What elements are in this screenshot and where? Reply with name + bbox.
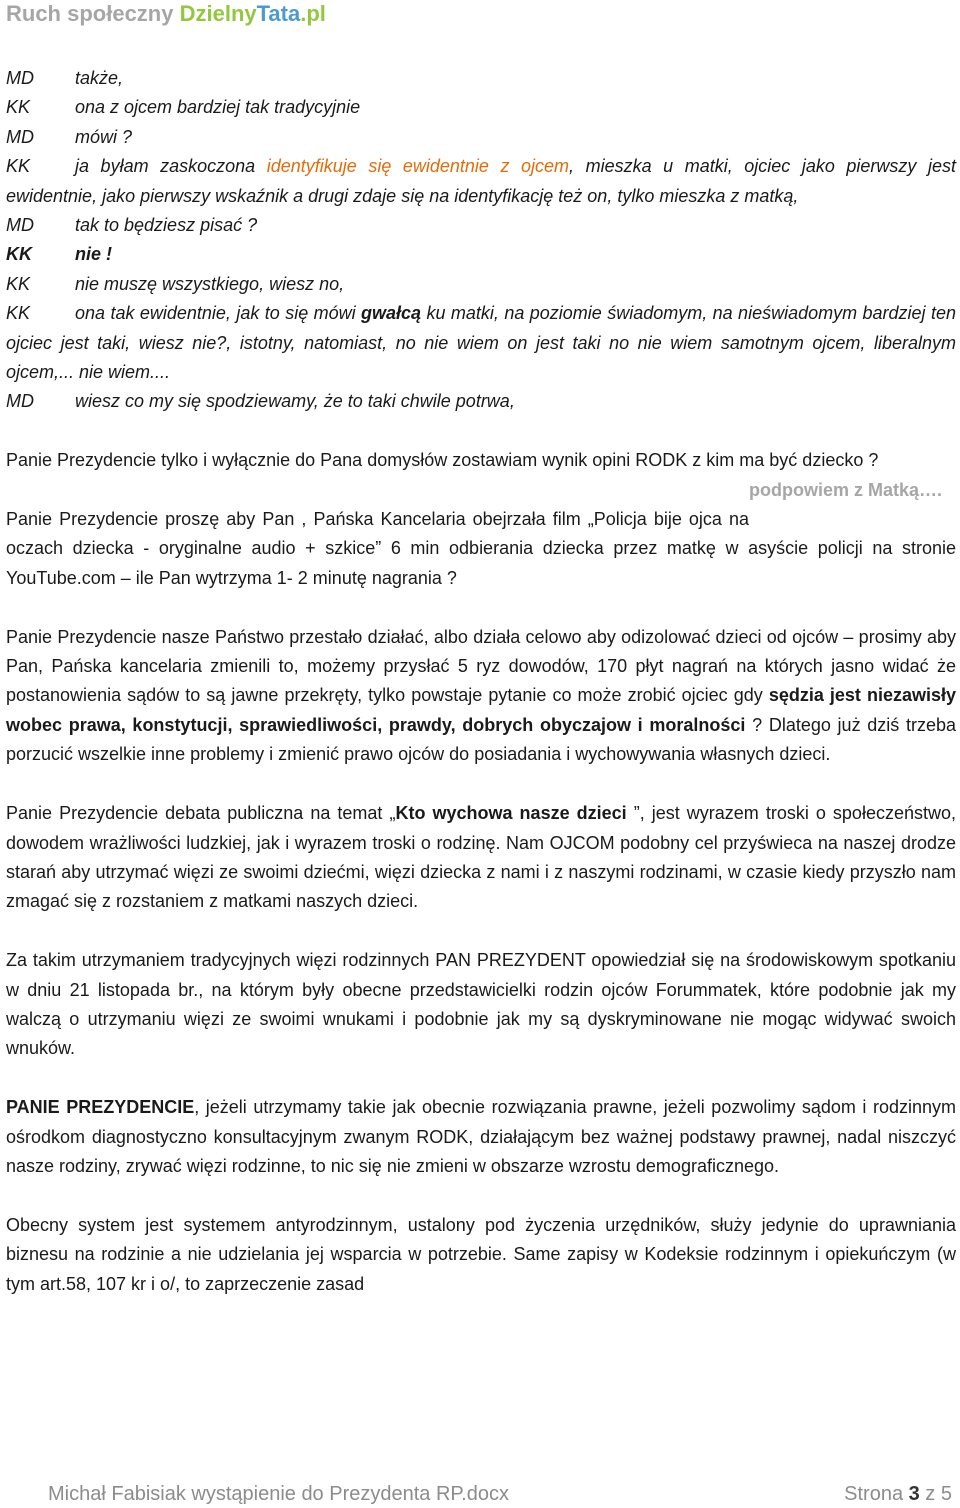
speaker-label: KK [6,303,31,324]
paragraph-text-continued: ”, jest wyrazem troski o społeczeństwo, dowodem wrażliwości ludzkiej, jak i wyrazem troski o rodzinę. Nam OJCOM podobny cel przyświeca na naszej drodze starań aby utrzymać więzi ze swoimi dziećmi, więzi dziecka z nami i z naszymi rodzinami, w czasie kiedy przyszło nam zmagać się z rozstaniem z matkami naszych dzieci. [6,803,956,912]
bold-phrase: PANIE PREZYDENCIE [6,1097,195,1118]
speaker-label: KK [6,156,31,177]
spacer [6,770,956,799]
dialogue-line [6,299,956,387]
paragraph-debate [6,799,956,917]
dialogue-line [6,64,956,93]
header-text-part4: .pl [300,1,326,26]
footer-page-number: 3 [908,1483,920,1505]
speaker-label: MD [6,391,34,412]
bold-word: gwałcą [361,303,422,324]
bold-phrase: sędzia jest niezawisły wobec prawa, konstytucji, sprawiedliwości, prawdy, dobrych obyczajow i moralności [6,685,957,735]
dialogue-text-continued: ku matki, na poziomie świadomym, na nieświadomym bardziej ten ojciec jest taki, wiesz nie?, istotny, natomiast, no nie wiem on jest taki no nie wiem samotnym ojcem, liberalnym ojcem,... nie wiem.... [6,303,956,383]
bold-phrase: Kto wychowa nasze dzieci [395,803,627,824]
dialogue-line [6,211,956,240]
paragraph-current-system: Obecny system jest systemem antyrodzinnym, ustalony pod życzenia urzędników, służy jedynie do uprawniania biznesu na rodzinie a nie udzielania jej wsparcia w potrzebie. Same zapisy w Kodeksie rodzinnym i opiekuńczym (w tym art.58, 107 kr i o/, to zaprzeczenie zasad [6,1214,956,1294]
dialogue-text: wiesz co my się spodziewamy, że to taki chwile potrwa, [75,391,515,412]
dialogue-text: ja byłam zaskoczona [75,156,267,177]
dialogue-line [6,152,956,211]
dialogue-text: mówi ? [75,126,133,147]
paragraph-state [6,623,956,770]
paragraph-text: , jeżeli utrzymamy takie jak obecnie rozwiązania prawne, jeżeli pozwolimy sądom i rodzinnym ośrodkom diagnostyczno konsultacyjnym zwanym RODK, działającym bez ważnej podstawy prawnej, nadal niszczyć nasze rodziny, zrywać więzi rodzinne, to nic się nie zmieni w obszarze wzrostu demograficznego. [6,1097,956,1176]
paragraph-rodk-question [6,446,956,500]
dialogue-text: ona tak ewidentnie, jak to się mówi [75,303,362,324]
speaker-label: MD [6,126,34,147]
speaker-label: KK [6,97,31,118]
dialogue-text: nie muszę wszystkiego, wiesz no, [75,273,345,294]
header-text-part3: Tata [256,1,301,26]
paragraph-appeal [6,1093,956,1181]
dialogue-text: ona z ojcem bardziej tak tradycyjnie [75,97,361,118]
footer-page-label: Strona [844,1483,909,1505]
dialogue-text: także, [75,68,124,88]
paragraph-film: Panie Prezydencie proszę aby Pan , Pańska Kancelaria obejrzała film „Policja bije ojca na oczach dziecka - oryginalne audio + szkice” 6 min odbierania dziecka przez matkę w asyście policji na stronie YouTube.com – ile Pan wytrzyma 1- 2 minutę nagrania ? [6,509,956,588]
spacer [6,1181,956,1210]
spacer [6,593,956,622]
spacer [6,417,956,446]
dialogue-line-bold [6,240,956,269]
page-footer [48,1480,952,1508]
dialogue-line [6,123,956,152]
paragraph-text: Panie Prezydencie tylko i wyłącznie do Pana domysłów zostawiam wynik opini RODK z kim ma być dziecko ? [6,450,879,471]
site-header [6,0,326,28]
spacer [6,1064,956,1093]
speaker-label: KK [6,273,31,294]
document-body [6,64,956,1299]
dialogue-line [6,93,956,122]
footer-page-indicator [844,1480,952,1508]
dialogue-text: nie ! [75,244,113,265]
dialogue-line [6,387,956,416]
dialogue-line [6,270,956,299]
paragraph-traditional-ties: Za takim utrzymaniem tradycyjnych więzi rodzinnych PAN PREZYDENT opowiedział się na środowiskowym spotkaniu w dniu 21 listopada br., na którym były obecne przedstawicielki rodzin ojców Forummatek, które podobnie jak my walczą o utrzymaniu więzi ze swoimi wnukami i podobnie jak my są dyskryminowane nie mogąc widywać swoich wnuków. [6,950,956,1059]
paragraph-text-continued: ? Dlatego już dziś trzeba porzucić wszelkie inne problemy i zmienić prawo ojców do posiadania i wychowywania własnych dzieci. [6,714,956,765]
spacer [6,917,956,946]
highlighted-phrase: identyfikuje się ewidentnie z ojcem [266,156,570,177]
dialogue-text: tak to będziesz pisać ? [75,215,258,236]
speaker-label: MD [6,215,34,236]
speaker-label: KK [6,244,32,265]
paragraph-text: Panie Prezydencie nasze Państwo przestało działać, albo działa celowo aby odizolować dzieci od ojców – prosimy aby Pan, Pańska kancelaria zmienili to, możemy przysłać 5 ryz dowodów, 170 płyt nagrań na których jasno widać że postanowienia sądów to są jawne przekręty, tylko powstaje pytanie co może zrobić ojciec gdy [6,626,956,706]
footer-filename: Michał Fabisiak wystąpienie do Prezydenta RP.docx [48,1483,509,1505]
dialogue-text-continued: , mieszka u matki, ojciec jako pierwszy jest ewidentnie, jako pierwszy wskaźnik a drugi zdaje się na identyfikację też on, tylko mieszka z matką, [6,156,956,206]
header-text-part1: Ruch społeczny [6,1,180,26]
footer-page-total: z 5 [919,1483,952,1505]
header-text-part2: Dzielny [179,1,257,26]
speaker-label: MD [6,68,34,88]
paragraph-text: Panie Prezydencie debata publiczna na temat „ [6,803,396,824]
hint-text: podpowiem z Matką…. [748,479,942,500]
